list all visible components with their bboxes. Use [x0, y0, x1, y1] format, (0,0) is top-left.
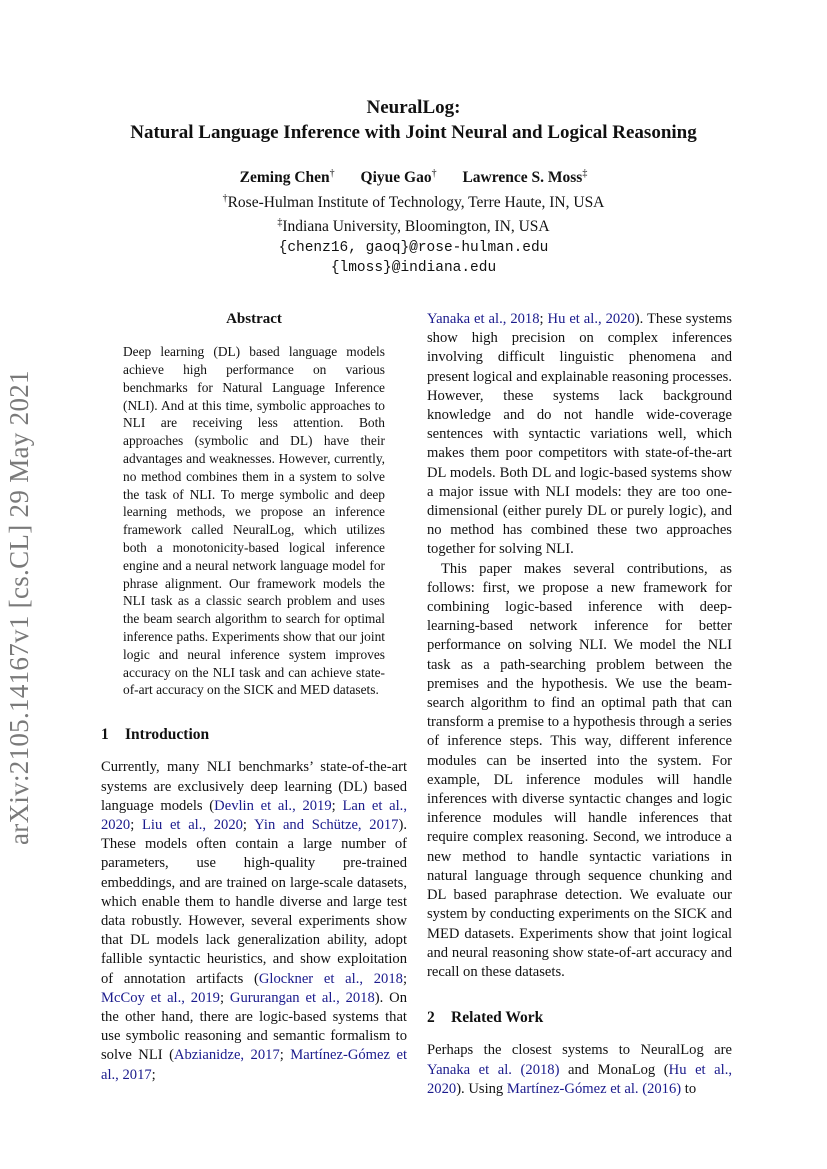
citation-link[interactable]: Gururangan et al., 2018	[229, 989, 375, 1006]
author-1: Zeming Chen†	[239, 168, 335, 187]
section-heading-related-work: 2 Related Work	[427, 1009, 544, 1027]
related-work-paragraph: Perhaps the closest systems to NeuralLog are Yanaka et al. (2018) and MonaLog (Hu et al., 2020). Using Martínez-Gómez et al. (2016) to	[427, 1042, 733, 1097]
intro-paragraph-continued: Yanaka et al., 2018; Hu et al., 2020). These systems show high precision on complex inferences involving difficult linguistic phenomena and present logical and explainable reasoning processes. However, these systems lack background knowledge and do not handle wide-coverage sentences with syntactic variations well, which makes them poor competitors with state-of-the-art DL models. Both DL and logic-based systems show a major issue with NLI models: they are too one-dimensional (either purely DL or purely logic), and no method has combined these two approaches together for solving NLI.	[427, 311, 732, 558]
email-2: {lmoss}@indiana.edu	[330, 260, 497, 277]
abstract-heading: Abstract	[226, 311, 282, 327]
paper-title	[0, 95, 827, 145]
citation-link[interactable]: Lan et al., 2020	[101, 797, 407, 833]
author-3: Lawrence S. Moss‡	[462, 168, 588, 187]
citation-link[interactable]: Martínez-Gómez et al., 2017	[101, 1047, 407, 1083]
left-column	[101, 310, 407, 1085]
intro-paragraph: Currently, many NLI benchmarks’ state-of-the-art systems are exclusively deep learning (DL) based language models (Devlin et al., 2019; Lan et al., 2020; Liu et al., 2020; Yin and Schütze, 2017). These models often contain a large number of parameters, use high-quality pre-trained embeddings, and are trained on large-scale datasets, which enable them to handle diverse and large test data robustly. However, several experiments show that DL models lack generalization ability, adopt fallible syntactic heuristics, and show exploitation of annotation artifacts (Glockner et al., 2018; McCoy et al., 2019; Gururangan et al., 2018). On the other hand, there are logic-based systems that use symbolic reasoning and semantic formalism to solve NLI (Abzianidze, 2017; Martínez-Gómez et al., 2017;	[101, 759, 408, 1083]
citation-link[interactable]: Yanaka et al. (2018)	[427, 1061, 560, 1078]
citation-link[interactable]: Glockner et al., 2018	[258, 970, 403, 987]
arxiv-stamp: arXiv:2105.14167v1 [cs.CL] 29 May 2021	[4, 370, 34, 845]
citation-link[interactable]: Liu et al., 2020	[141, 816, 243, 833]
citation-link[interactable]: Hu et al., 2020	[547, 311, 635, 327]
author-names	[0, 164, 827, 189]
citation-link[interactable]: McCoy et al., 2019	[101, 989, 220, 1006]
email-1: {chenz16, gaoq}@rose-hulman.edu	[278, 239, 549, 256]
affiliation-2: ‡Indiana University, Bloomington, IN, USA	[277, 217, 550, 236]
author-2: Qiyue Gao†	[360, 168, 437, 187]
citation-link[interactable]: Hu et al., 2020	[427, 1061, 733, 1097]
citation-link[interactable]: Yin and Schütze, 2017	[254, 816, 399, 833]
author-block	[0, 164, 827, 279]
abstract-text: Deep learning (DL) based language models achieve high performance on various benchmarks for Natural Language Inference (NLI). And at this time, symbolic approaches to NLI are receiving less attention. Both approaches (symbolic and DL) have their advantages and weaknesses. However, currently, no method combines them in a system to solve the task of NLI. To merge symbolic and deep learning methods, we propose an inference framework called NeuralLog, which utilizes both a monotonicity-based logical inference engine and a neural network language model for phrase alignment. Our framework models the NLI task as a classic search problem and uses the beam search algorithm to search for optimal inference paths. Experiments show that our joint logic and neural inference system improves accuracy on the NLI task and can achieve state-of-art accuracy on the SICK and MED datasets.	[123, 344, 385, 698]
citation-link[interactable]: Yanaka et al., 2018	[427, 311, 540, 327]
section-heading-introduction: 1 Introduction	[101, 726, 210, 744]
title-line-2: Natural Language Inference with Joint Neural and Logical Reasoning	[130, 122, 697, 143]
title-line-1: NeuralLog:	[366, 97, 461, 118]
citation-link[interactable]: Abzianidze, 2017	[173, 1047, 280, 1064]
contributions-paragraph: This paper makes several contributions, as follows: first, we propose a new framework for combining logic-based inference with deep-learning-based network inference for better performance on solving NLI. We model the NLI task as a path-searching problem between the premises and the hypothesis. We use the beam-search algorithm to find an optimal path that can transform a premise to a hypothesis through a series of inference steps. This way, different inference modules can be inserted into the system. For example, DL inference modules will handle inferences with diverse syntactic changes and logic inference modules will handle inferences that require complex reasoning. Second, we introduce a new method to handle syntactic variations in natural language through sequence chunking and DL based paraphrase detection. We evaluate our system by conducting experiments on the SICK and MED datasets. Experiments show that joint logical and neural reasoning show state-of-art accuracy and recall on these datasets.	[427, 560, 732, 980]
citation-link[interactable]: Devlin et al., 2019	[214, 797, 332, 814]
citation-link[interactable]: Martínez-Gómez et al. (2016)	[506, 1080, 682, 1097]
right-column	[427, 310, 732, 1099]
affiliation-1: †Rose-Hulman Institute of Technology, Terre Haute, IN, USA	[222, 192, 605, 211]
